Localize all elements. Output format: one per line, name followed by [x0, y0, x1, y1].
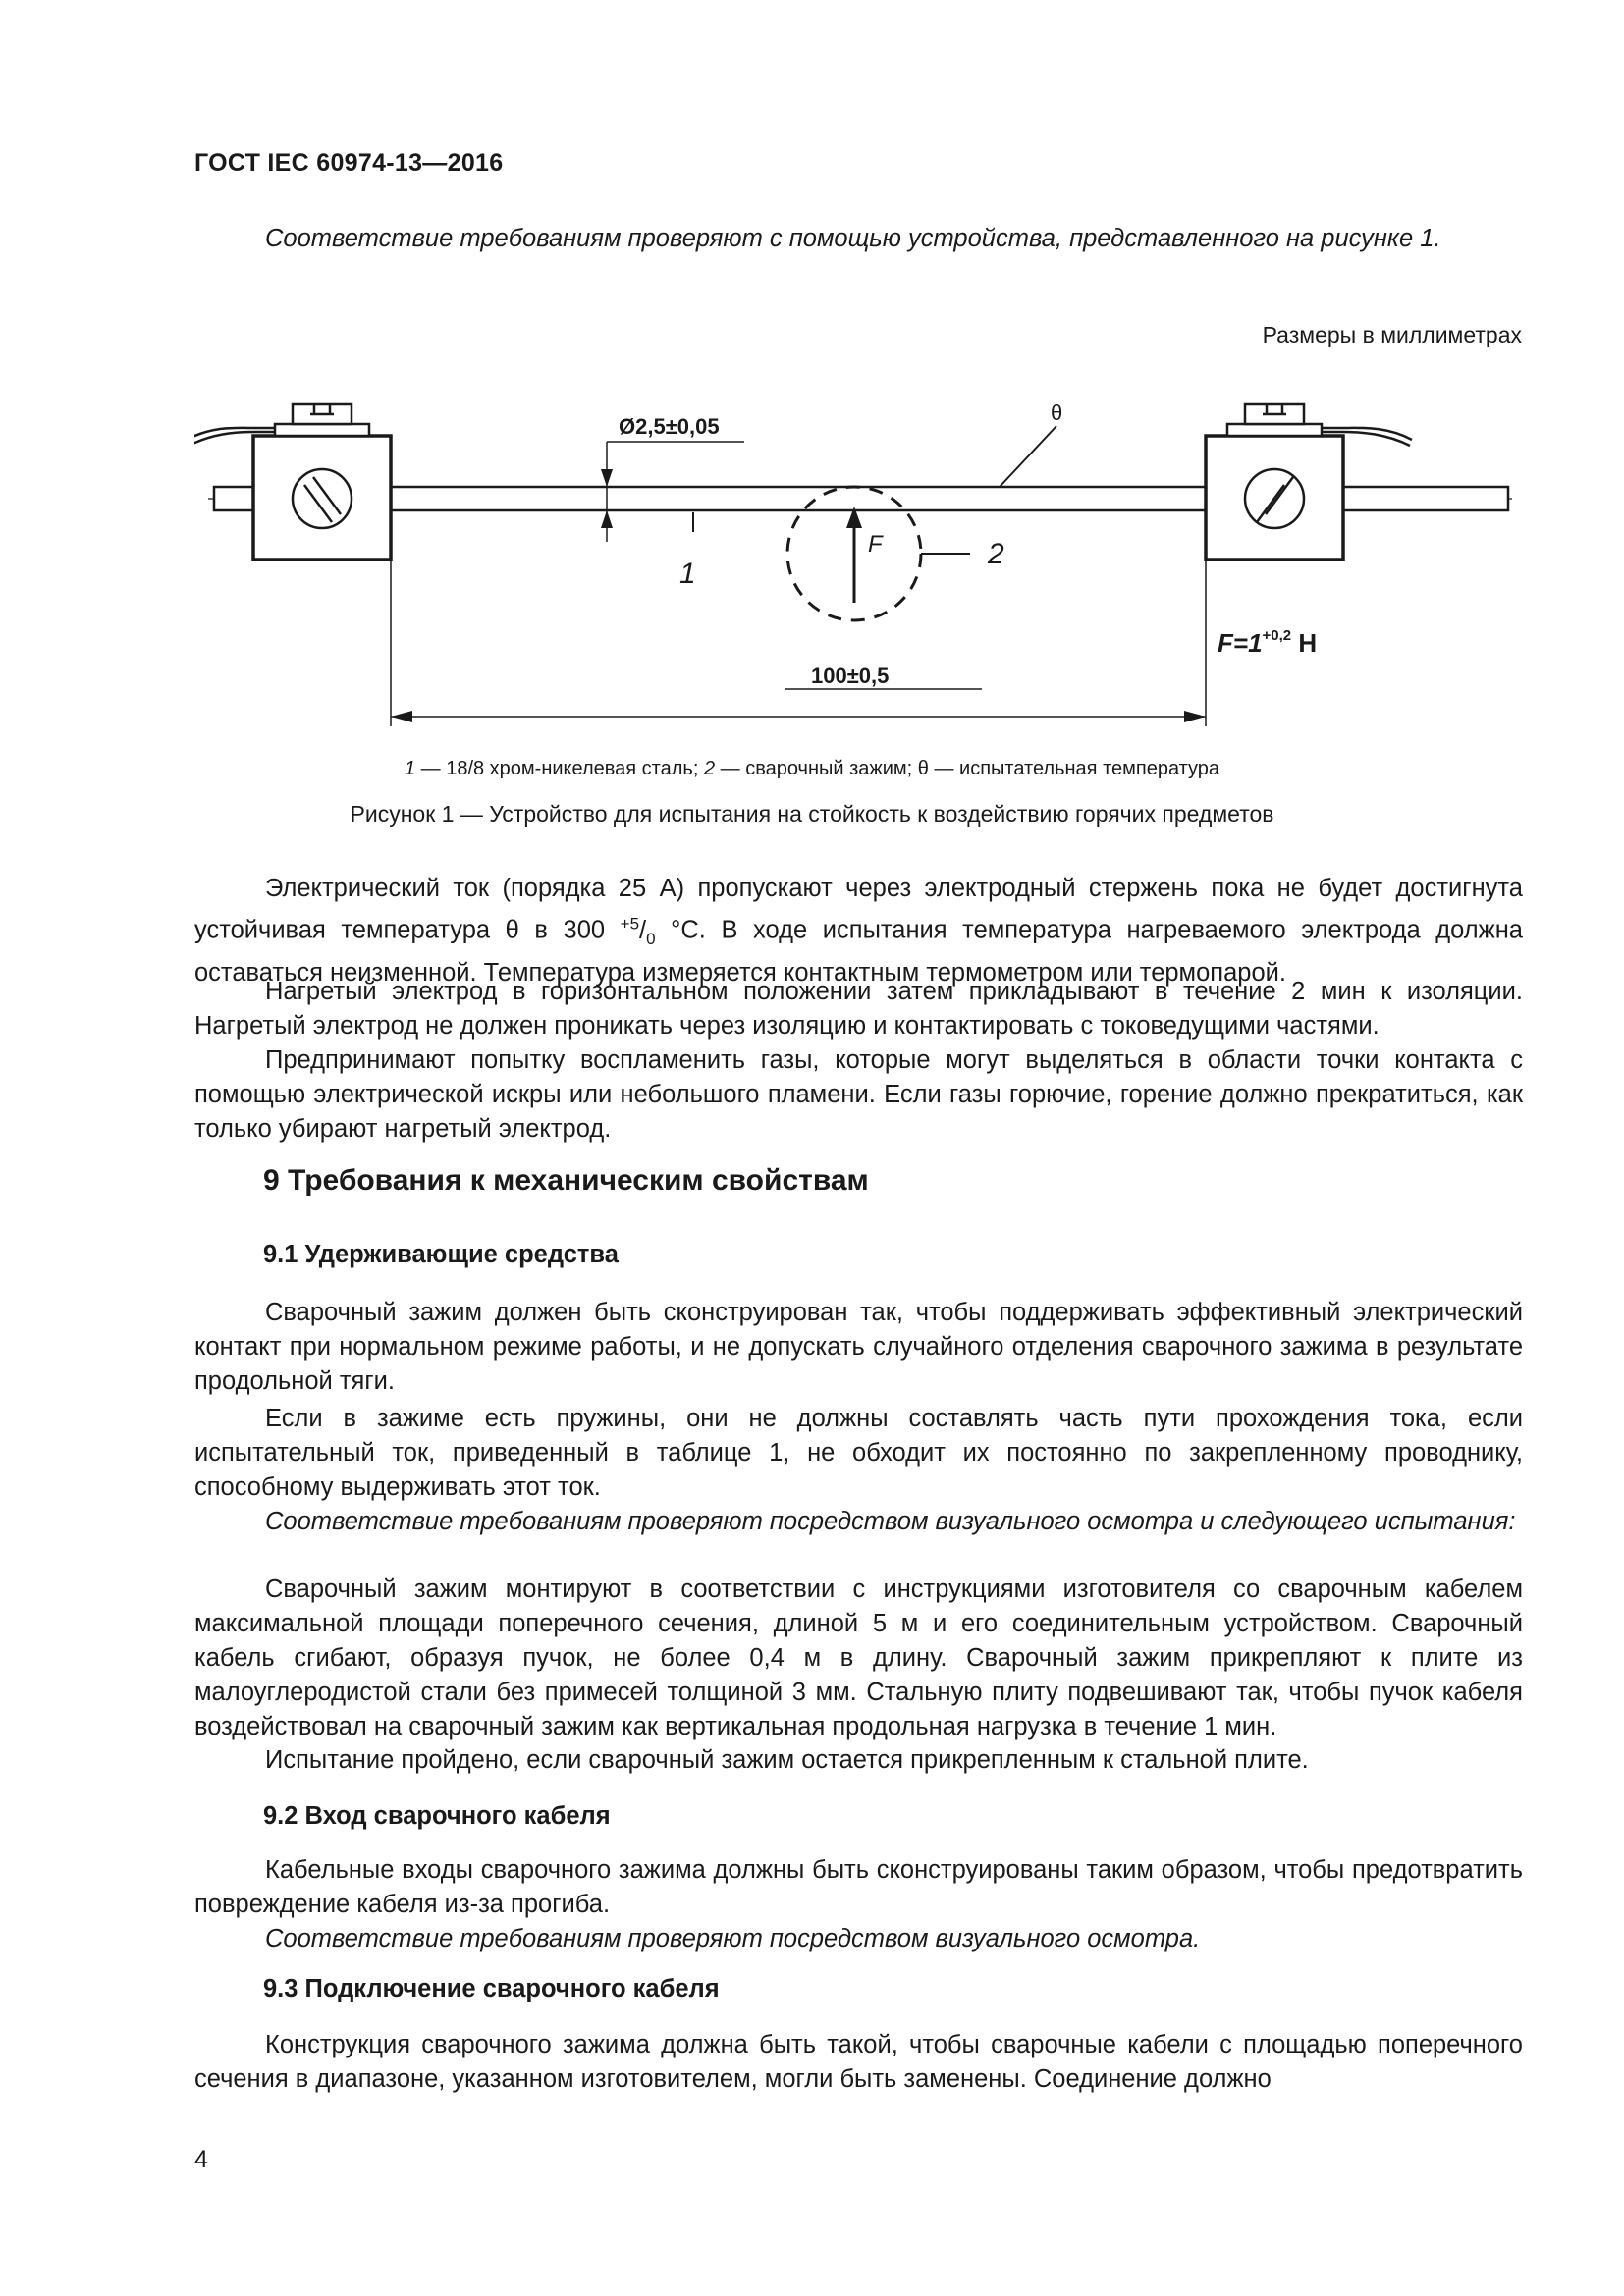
- section-9-heading: 9 Требования к механическим свойствам: [263, 1164, 869, 1197]
- force-value-label: $F=1^{+0,2}$ Н: [1218, 627, 1318, 658]
- page-number: 4: [194, 2146, 208, 2173]
- figure-caption: Рисунок 1 — Устройство для испытания на стойкость к воздействию горячих предметов: [350, 801, 1274, 827]
- legend-text-1: — 18/8 хром-никелевая сталь;: [415, 758, 704, 779]
- section-9-3-heading: 9.3 Подключение сварочного кабеля: [263, 1975, 720, 2002]
- paragraph-current: [194, 872, 1523, 990]
- section-9-2-paragraph-2: Соответствие требованиям проверяют посредством визуального осмотра.: [265, 1925, 1201, 1952]
- intro-paragraph: Соответствие требованиям проверяют с помощью устройства, представленного на рисунке 1.: [265, 225, 1441, 252]
- legend-number-1: 1: [404, 758, 416, 779]
- force-label-in-circle: F: [868, 531, 883, 558]
- section-9-2-heading: 9.2 Вход сварочного кабеля: [263, 1802, 611, 1830]
- figure-1-diagram: [194, 385, 1526, 748]
- paragraph-current-text-b: °C. В ходе испытания температура нагреваемого электрода должна оставаться неизменной. Температура измеряется контактным термометром или термопарой.: [194, 916, 1523, 987]
- section-9-1-heading: 9.1 Удерживающие средства: [263, 1241, 619, 1268]
- length-label: 100±0,5: [811, 664, 890, 688]
- section-9-1-paragraph-4: Сварочный зажим монтируют в соответствии с инструкциями изготовителя со сварочным кабелем максимальной площади поперечного сечения, длиной 5 м и его соединительным устройством. Сварочный кабель сгибают, образуя пучок, не более 0,4 м в длину. Сварочный зажим прикрепляют к плите из малоуглеродистой стали без примесей толщиной 3 мм. Стальную плиту подвешивают так, чтобы пучок кабеля воздействовал на сварочный зажим как вертикальная продольная нагрузка в течение 1 мин.: [194, 1575, 1523, 1740]
- section-9-1-paragraph-3: Соответствие требованиям проверяют посредством визуального осмотра и следующего испытания:: [265, 1508, 1516, 1535]
- section-9-3-paragraph-1: Конструкция сварочного зажима должна быть такой, чтобы сварочные кабели с площадью поперечного сечения в диапазоне, указанном изготовителем, могли быть заменены. Соединение должно: [194, 2031, 1523, 2093]
- theta-label: θ: [1051, 400, 1063, 425]
- paragraph-current-text-a: Электрический ток (порядка 25 А) пропускают через электродный стержень пока не будет достигнута устойчивая температура θ в 300: [194, 875, 1523, 944]
- units-note: Размеры в миллиметрах: [1262, 322, 1522, 347]
- temperature-tolerance: $^{+5}/_0$: [620, 914, 656, 948]
- legend-number-2: 2: [703, 758, 716, 779]
- paragraph-ignition: Предпринимают попытку воспламенить газы, которые могут выделяться в области точки контакта с помощью электрической искры или небольшого пламени. Если газы горючие, горение должно прекратиться, как только убирают нагретый электрод.: [194, 1046, 1523, 1143]
- label-2: 2: [988, 538, 1004, 570]
- paragraph-heated-electrode: Нагретый электрод в горизонтальном положении затем прикладывают в течение 2 мин к изоляции. Нагретый электрод не должен проникать через изоляцию и контактировать с токоведущими частями.: [194, 978, 1523, 1040]
- left-clamp: [194, 404, 391, 560]
- section-9-1-paragraph-1: Сварочный зажим должен быть сконструирован так, чтобы поддерживать эффективный электрический контакт при нормальном режиме работы, и не допускать случайного отделения сварочного зажима в результате продольной тяги.: [194, 1299, 1523, 1395]
- section-9-1-paragraph-5: Испытание пройдено, если сварочный зажим остается прикрепленным к стальной плите.: [265, 1746, 1309, 1774]
- figure-legend: [0, 758, 1624, 780]
- diameter-label: Ø2,5±0,05: [619, 414, 720, 439]
- section-9-2-paragraph-1: Кабельные входы сварочного зажима должны быть сконструированы таким образом, чтобы предотвратить повреждение кабеля из-за прогиба.: [194, 1856, 1523, 1918]
- section-9-1-paragraph-2: Если в зажиме есть пружины, они не должны составлять часть пути прохождения тока, если испытательный ток, приведенный в таблице 1, не обходит их постоянно по закрепленному проводнику, способному выдерживать этот ток.: [194, 1405, 1523, 1501]
- label-1: 1: [679, 558, 696, 590]
- right-clamp: [1206, 404, 1412, 560]
- document-header: ГОСТ IEC 60974-13—2016: [194, 149, 504, 177]
- legend-text-2: — сварочный зажим; θ — испытательная температура: [715, 758, 1220, 779]
